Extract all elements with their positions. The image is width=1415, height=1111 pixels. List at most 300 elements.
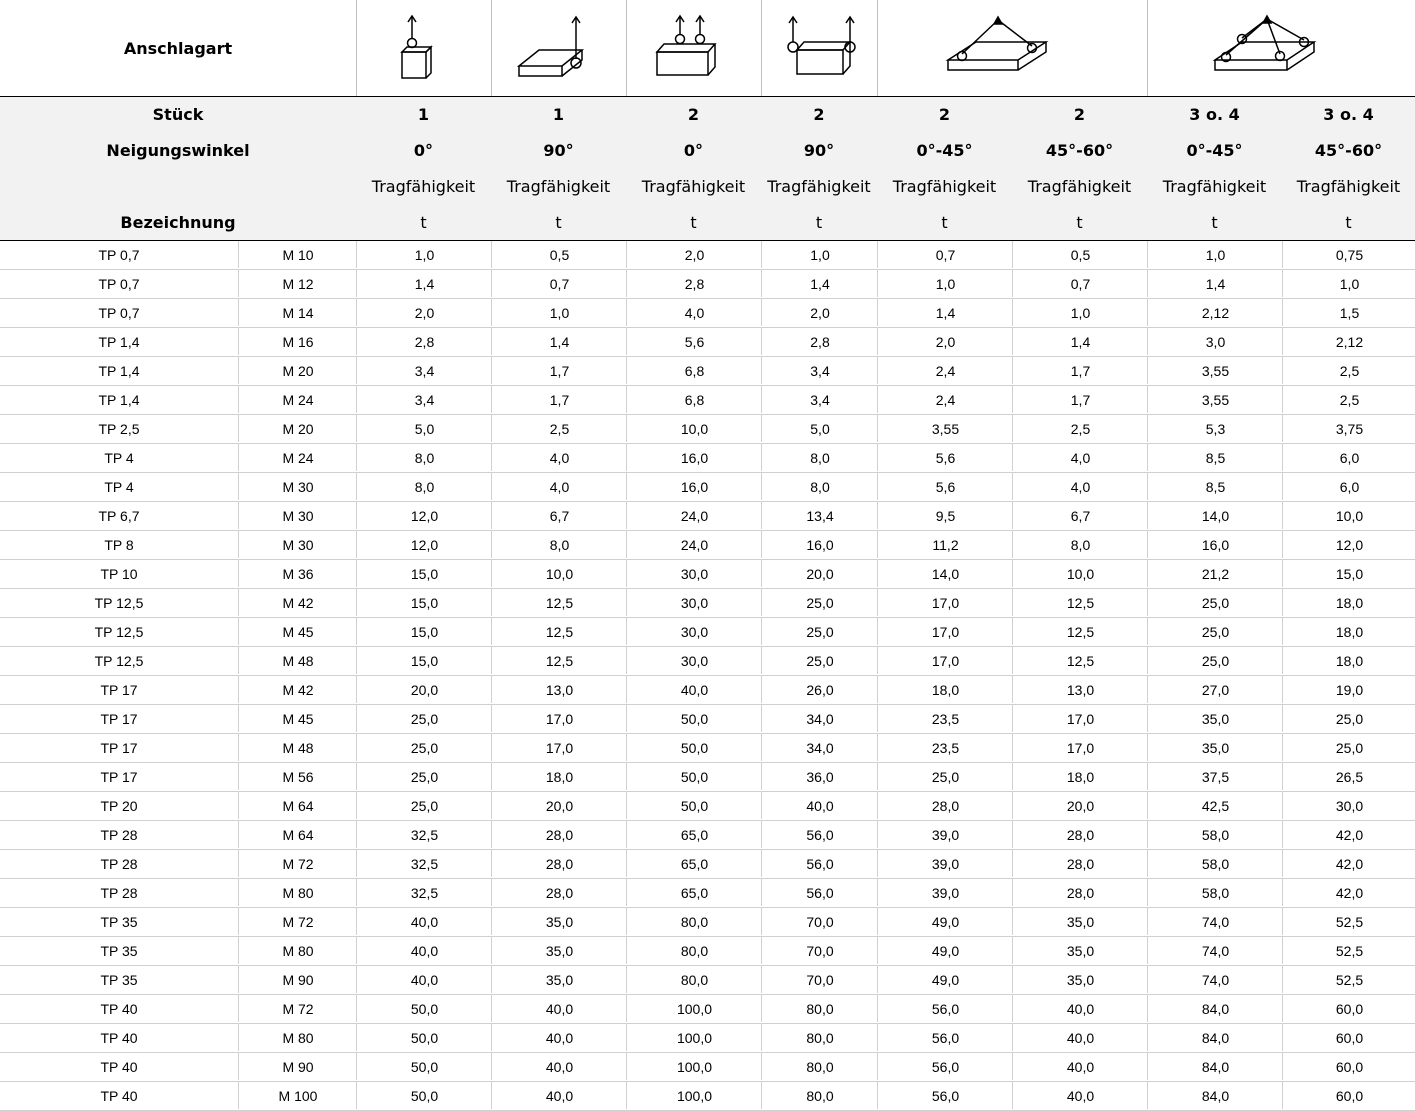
table-row — [0, 966, 1415, 995]
thread-cell: M 72 — [238, 850, 357, 877]
capacity-cell: 28,0 — [1012, 850, 1148, 877]
capacity-cell: 3,4 — [356, 386, 492, 413]
capacity-cell: 40,0 — [491, 1082, 627, 1109]
capacity-cell: 84,0 — [1147, 1053, 1283, 1080]
capacity-cell: 50,0 — [626, 792, 762, 819]
capacity-cell: 24,0 — [626, 531, 762, 558]
capacity-cell: 39,0 — [877, 850, 1013, 877]
capacity-cell: 52,5 — [1282, 937, 1415, 964]
capacity-cell: 84,0 — [1147, 1082, 1283, 1109]
capacity-cell: 12,5 — [1012, 618, 1148, 645]
bezeichnung-cell: TP 6,7 — [98, 508, 140, 524]
stueck-values-8: 3 o. 4 — [1323, 105, 1374, 124]
capacity-cell: 20,0 — [761, 560, 878, 587]
icon-cell-1 — [356, 0, 492, 96]
capacity-cell: 65,0 — [626, 879, 762, 906]
capacity-cell: 2,0 — [626, 241, 762, 268]
capacity-cell: 5,0 — [761, 415, 878, 442]
capacity-cell: 35,0 — [491, 966, 627, 993]
capacity-cell: 40,0 — [491, 1024, 627, 1051]
capacity-cell: 15,0 — [1282, 560, 1415, 587]
icon-cell-5 — [877, 0, 1148, 96]
capacity-cell: 2,12 — [1282, 328, 1415, 355]
bezeichnung-cell: TP 8 — [104, 537, 134, 553]
bezeichnung-cell: TP 40 — [100, 1059, 138, 1075]
bezeichnung-cell: TP 35 — [100, 914, 138, 930]
capacity-cell: 8,5 — [1147, 473, 1283, 500]
unit-labels-3: t — [690, 213, 697, 232]
capacity-cell: 6,0 — [1282, 444, 1415, 471]
capacity-cell: 13,0 — [1012, 676, 1148, 703]
capacity-cell: 39,0 — [877, 821, 1013, 848]
capacity-cell: 28,0 — [491, 879, 627, 906]
capacity-cell: 4,0 — [491, 444, 627, 471]
table-row — [0, 473, 1415, 502]
capacity-cell: 80,0 — [761, 1082, 878, 1109]
capacity-cell: 8,5 — [1147, 444, 1283, 471]
bezeichnung-cell: TP 35 — [100, 943, 138, 959]
capacity-cell: 56,0 — [877, 995, 1013, 1022]
capacity-cell: 30,0 — [626, 589, 762, 616]
capacity-cell: 6,7 — [491, 502, 627, 529]
bezeichnung-cell: TP 40 — [100, 1030, 138, 1046]
capacity-cell: 65,0 — [626, 821, 762, 848]
table-row — [0, 792, 1415, 821]
capacity-cell: 3,55 — [877, 415, 1013, 442]
capacity-labels-6: Tragfähigkeit — [1027, 177, 1132, 196]
capacity-cell: 1,4 — [491, 328, 627, 355]
capacity-cell: 25,0 — [761, 589, 878, 616]
bezeichnung-cell: TP 28 — [100, 827, 138, 843]
capacity-cell: 58,0 — [1147, 821, 1283, 848]
capacity-cell: 23,5 — [877, 705, 1013, 732]
capacity-cell: 1,7 — [491, 357, 627, 384]
capacity-cell: 56,0 — [877, 1024, 1013, 1051]
capacity-cell: 18,0 — [877, 676, 1013, 703]
single-vertical-lift-icon — [397, 14, 437, 80]
bezeichnung-cell: TP 20 — [100, 798, 138, 814]
capacity-cell: 56,0 — [761, 821, 878, 848]
parameter-header — [0, 97, 1415, 241]
thread-cell: M 24 — [238, 386, 357, 413]
thread-cell: M 20 — [238, 415, 357, 442]
capacity-cell: 40,0 — [1012, 1024, 1148, 1051]
capacity-cell: 74,0 — [1147, 937, 1283, 964]
thread-cell: M 64 — [238, 792, 357, 819]
unit-labels-7: t — [1211, 213, 1218, 232]
capacity-cell: 12,5 — [1012, 589, 1148, 616]
capacity-cell: 17,0 — [1012, 705, 1148, 732]
capacity-cell: 80,0 — [626, 937, 762, 964]
bezeichnung-cell: TP 17 — [100, 740, 138, 756]
four-leg-sling-icon — [1212, 14, 1320, 76]
capacity-cell: 23,5 — [877, 734, 1013, 761]
capacity-cell: 20,0 — [356, 676, 492, 703]
table-row — [0, 241, 1415, 270]
capacity-cell: 10,0 — [1282, 502, 1415, 529]
capacity-cell: 80,0 — [626, 966, 762, 993]
capacity-labels-1: Tragfähigkeit — [371, 177, 476, 196]
single-side-lift-icon — [516, 14, 590, 80]
capacity-cell: 56,0 — [877, 1053, 1013, 1080]
capacity-cell: 3,0 — [1147, 328, 1283, 355]
unit-labels-5: t — [941, 213, 948, 232]
bezeichnung-cell: TP 10 — [100, 566, 138, 582]
capacity-cell: 52,5 — [1282, 908, 1415, 935]
capacity-cell: 50,0 — [626, 763, 762, 790]
table-row — [0, 850, 1415, 879]
capacity-cell: 8,0 — [356, 444, 492, 471]
capacity-cell: 8,0 — [761, 473, 878, 500]
capacity-cell: 34,0 — [761, 705, 878, 732]
capacity-cell: 74,0 — [1147, 966, 1283, 993]
capacity-cell: 100,0 — [626, 1082, 762, 1109]
capacity-cell: 2,0 — [356, 299, 492, 326]
capacity-cell: 35,0 — [491, 908, 627, 935]
capacity-cell: 2,5 — [1282, 386, 1415, 413]
thread-cell: M 72 — [238, 995, 357, 1022]
thread-cell: M 90 — [238, 1053, 357, 1080]
capacity-cell: 17,0 — [491, 705, 627, 732]
stueck-values-3: 2 — [687, 105, 700, 124]
capacity-labels-8: Tragfähigkeit — [1296, 177, 1401, 196]
stueck-values-7: 3 o. 4 — [1189, 105, 1240, 124]
capacity-cell: 49,0 — [877, 908, 1013, 935]
capacity-cell: 49,0 — [877, 966, 1013, 993]
bezeichnung-cell: TP 0,7 — [98, 276, 140, 292]
capacity-cell: 17,0 — [877, 647, 1013, 674]
capacity-cell: 12,5 — [491, 589, 627, 616]
table-row — [0, 444, 1415, 473]
thread-cell: M 30 — [238, 473, 357, 500]
capacity-cell: 1,0 — [877, 270, 1013, 297]
capacity-labels-3: Tragfähigkeit — [641, 177, 746, 196]
capacity-cell: 1,7 — [1012, 386, 1148, 413]
capacity-cell: 60,0 — [1282, 1053, 1415, 1080]
capacity-cell: 28,0 — [1012, 821, 1148, 848]
bezeichnung-cell: TP 4 — [104, 479, 134, 495]
unit-labels-6: t — [1076, 213, 1083, 232]
bezeichnung-cell: TP 4 — [104, 450, 134, 466]
capacity-cell: 56,0 — [761, 879, 878, 906]
thread-cell: M 16 — [238, 328, 357, 355]
table-row — [0, 415, 1415, 444]
capacity-cell: 26,5 — [1282, 763, 1415, 790]
bezeichnung-cell: TP 28 — [100, 885, 138, 901]
table-row — [0, 937, 1415, 966]
table-row — [0, 357, 1415, 386]
capacity-cell: 84,0 — [1147, 1024, 1283, 1051]
table-row — [0, 1053, 1415, 1082]
capacity-cell: 5,6 — [877, 444, 1013, 471]
capacity-cell: 0,7 — [491, 270, 627, 297]
capacity-cell: 35,0 — [1012, 937, 1148, 964]
icon-cell-2 — [491, 0, 627, 96]
capacity-cell: 80,0 — [761, 1024, 878, 1051]
icon-cell-3 — [626, 0, 762, 96]
winkel-values-7: 0°-45° — [1186, 141, 1243, 160]
capacity-cell: 65,0 — [626, 850, 762, 877]
capacity-cell: 50,0 — [356, 1024, 492, 1051]
unit-labels-4: t — [815, 213, 823, 232]
capacity-cell: 40,0 — [761, 792, 878, 819]
capacity-cell: 42,0 — [1282, 821, 1415, 848]
bezeichnung-cell: TP 1,4 — [98, 392, 140, 408]
capacity-cell: 15,0 — [356, 560, 492, 587]
bezeichnung-cell: TP 17 — [100, 769, 138, 785]
capacity-cell: 1,0 — [761, 241, 878, 268]
capacity-cell: 28,0 — [877, 792, 1013, 819]
capacity-cell: 18,0 — [1282, 618, 1415, 645]
capacity-cell: 42,0 — [1282, 850, 1415, 877]
capacity-cell: 42,5 — [1147, 792, 1283, 819]
capacity-cell: 17,0 — [877, 589, 1013, 616]
winkel-values-4: 90° — [803, 141, 835, 160]
stueck-row — [0, 97, 1415, 133]
capacity-cell: 5,0 — [356, 415, 492, 442]
double-spread-lift-icon — [780, 14, 860, 80]
capacity-cell: 0,5 — [1012, 241, 1148, 268]
capacity-cell: 1,4 — [761, 270, 878, 297]
capacity-cell: 35,0 — [1147, 734, 1283, 761]
bezeichnung-cell: TP 40 — [100, 1001, 138, 1017]
capacity-cell: 50,0 — [356, 1082, 492, 1109]
table-row — [0, 734, 1415, 763]
capacity-cell: 40,0 — [1012, 995, 1148, 1022]
neigungswinkel-label: Neigungswinkel — [106, 141, 250, 160]
capacity-cell: 1,4 — [1012, 328, 1148, 355]
capacity-cell: 80,0 — [761, 995, 878, 1022]
capacity-cell: 19,0 — [1282, 676, 1415, 703]
capacity-cell: 1,0 — [1282, 270, 1415, 297]
capacity-cell: 28,0 — [491, 821, 627, 848]
capacity-cell: 8,0 — [491, 531, 627, 558]
capacity-cell: 0,7 — [1012, 270, 1148, 297]
capacity-cell: 17,0 — [491, 734, 627, 761]
capacity-cell: 4,0 — [491, 473, 627, 500]
capacity-cell: 3,55 — [1147, 386, 1283, 413]
capacity-cell: 30,0 — [626, 560, 762, 587]
capacity-cell: 56,0 — [877, 1082, 1013, 1109]
capacity-cell: 1,7 — [1012, 357, 1148, 384]
capacity-cell: 18,0 — [1282, 589, 1415, 616]
capacity-cell: 1,7 — [491, 386, 627, 413]
capacity-cell: 8,0 — [356, 473, 492, 500]
capacity-labels-2: Tragfähigkeit — [506, 177, 611, 196]
winkel-values-5: 0°-45° — [916, 141, 973, 160]
thread-cell: M 45 — [238, 705, 357, 732]
data-table-body — [0, 241, 1415, 1111]
thread-cell: M 48 — [238, 647, 357, 674]
capacity-cell: 3,4 — [356, 357, 492, 384]
capacity-cell: 35,0 — [1012, 966, 1148, 993]
anschlagart-row — [0, 0, 1415, 97]
capacity-cell: 27,0 — [1147, 676, 1283, 703]
capacity-cell: 37,5 — [1147, 763, 1283, 790]
bezeichnung-cell: TP 35 — [100, 972, 138, 988]
table-row — [0, 531, 1415, 560]
anschlagart-label: Anschlagart — [123, 38, 233, 58]
capacity-cell: 2,12 — [1147, 299, 1283, 326]
capacity-cell: 2,5 — [491, 415, 627, 442]
capacity-cell: 50,0 — [626, 705, 762, 732]
table-row — [0, 560, 1415, 589]
capacity-cell: 1,0 — [491, 299, 627, 326]
stueck-values-4: 2 — [813, 105, 825, 124]
capacity-cell: 26,0 — [761, 676, 878, 703]
bezeichnung-cell: TP 0,7 — [98, 247, 140, 263]
icon-cell-4 — [761, 0, 878, 96]
capacity-cell: 4,0 — [626, 299, 762, 326]
table-row — [0, 763, 1415, 792]
capacity-cell: 15,0 — [356, 618, 492, 645]
capacity-cell: 32,5 — [356, 879, 492, 906]
capacity-cell: 16,0 — [626, 444, 762, 471]
stueck-values-5: 2 — [938, 105, 951, 124]
capacity-cell: 18,0 — [1282, 647, 1415, 674]
capacity-cell: 0,5 — [491, 241, 627, 268]
stueck-values-6: 2 — [1073, 105, 1086, 124]
capacity-cell: 10,0 — [491, 560, 627, 587]
capacity-cell: 2,8 — [761, 328, 878, 355]
bezeichnung-cell: TP 17 — [100, 682, 138, 698]
table-row — [0, 1082, 1415, 1111]
capacity-cell: 4,0 — [1012, 444, 1148, 471]
capacity-cell: 2,4 — [877, 386, 1013, 413]
table-row — [0, 386, 1415, 415]
capacity-cell: 3,55 — [1147, 357, 1283, 384]
two-leg-sling-icon — [942, 14, 1054, 76]
table-row — [0, 589, 1415, 618]
capacity-cell: 36,0 — [761, 763, 878, 790]
capacity-cell: 6,0 — [1282, 473, 1415, 500]
capacity-cell: 40,0 — [356, 966, 492, 993]
table-row — [0, 299, 1415, 328]
capacity-cell: 25,0 — [1282, 705, 1415, 732]
capacity-cell: 58,0 — [1147, 850, 1283, 877]
capacity-cell: 34,0 — [761, 734, 878, 761]
table-row — [0, 647, 1415, 676]
table-row — [0, 270, 1415, 299]
capacity-cell: 80,0 — [761, 1053, 878, 1080]
capacity-cell: 5,3 — [1147, 415, 1283, 442]
table-row — [0, 502, 1415, 531]
capacity-cell: 50,0 — [356, 1053, 492, 1080]
capacity-cell: 52,5 — [1282, 966, 1415, 993]
capacity-cell: 100,0 — [626, 995, 762, 1022]
capacity-cell: 40,0 — [491, 995, 627, 1022]
capacity-cell: 4,0 — [1012, 473, 1148, 500]
capacity-cell: 42,0 — [1282, 879, 1415, 906]
capacity-cell: 18,0 — [491, 763, 627, 790]
capacity-cell: 6,8 — [626, 386, 762, 413]
capacity-cell: 70,0 — [761, 966, 878, 993]
capacity-cell: 12,0 — [356, 502, 492, 529]
capacity-cell: 1,4 — [1147, 270, 1283, 297]
capacity-cell: 0,7 — [877, 241, 1013, 268]
unit-labels-1: t — [420, 213, 427, 232]
capacity-cell: 25,0 — [356, 792, 492, 819]
capacity-cell: 100,0 — [626, 1024, 762, 1051]
capacity-cell: 39,0 — [877, 879, 1013, 906]
table-row — [0, 821, 1415, 850]
capacity-cell: 25,0 — [1147, 647, 1283, 674]
capacity-cell: 49,0 — [877, 937, 1013, 964]
capacity-cell: 25,0 — [1282, 734, 1415, 761]
stueck-values-2: 1 — [552, 105, 565, 124]
capacity-cell: 1,0 — [1012, 299, 1148, 326]
winkel-values-6: 45°-60° — [1045, 141, 1114, 160]
icon-cell-6 — [1147, 0, 1415, 96]
capacity-cell: 13,0 — [491, 676, 627, 703]
thread-cell: M 80 — [238, 1024, 357, 1051]
capacity-cell: 40,0 — [356, 937, 492, 964]
capacity-labels-5: Tragfähigkeit — [892, 177, 997, 196]
capacity-cell: 12,5 — [1012, 647, 1148, 674]
capacity-cell: 28,0 — [1012, 879, 1148, 906]
capacity-cell: 25,0 — [1147, 589, 1283, 616]
table-row — [0, 908, 1415, 937]
capacity-cell: 17,0 — [877, 618, 1013, 645]
capacity-cell: 50,0 — [356, 995, 492, 1022]
capacity-cell: 25,0 — [356, 705, 492, 732]
capacity-cell: 6,7 — [1012, 502, 1148, 529]
capacity-cell: 80,0 — [626, 908, 762, 935]
thread-cell: M 48 — [238, 734, 357, 761]
thread-cell: M 20 — [238, 357, 357, 384]
capacity-cell: 15,0 — [356, 647, 492, 674]
capacity-cell: 14,0 — [1147, 502, 1283, 529]
bezeichnung-row — [0, 205, 1415, 241]
thread-cell: M 30 — [238, 502, 357, 529]
capacity-cell: 1,0 — [356, 241, 492, 268]
winkel-values-3: 0° — [683, 141, 704, 160]
bezeichnung-cell: TP 1,4 — [98, 363, 140, 379]
capacity-cell: 20,0 — [1012, 792, 1148, 819]
bezeichnung-cell: TP 2,5 — [98, 421, 140, 437]
bezeichnung-cell: TP 12,5 — [94, 624, 144, 640]
capacity-cell: 60,0 — [1282, 1082, 1415, 1109]
winkel-values-1: 0° — [413, 141, 434, 160]
capacity-cell: 5,6 — [626, 328, 762, 355]
capacity-cell: 84,0 — [1147, 995, 1283, 1022]
table-row — [0, 618, 1415, 647]
bezeichnung-label: Bezeichnung — [120, 213, 236, 232]
capacity-cell: 24,0 — [626, 502, 762, 529]
capacity-cell: 8,0 — [761, 444, 878, 471]
capacity-cell: 58,0 — [1147, 879, 1283, 906]
winkel-values-8: 45°-60° — [1314, 141, 1383, 160]
capacity-cell: 3,4 — [761, 357, 878, 384]
bezeichnung-cell: TP 40 — [100, 1088, 138, 1104]
capacity-cell: 17,0 — [1012, 734, 1148, 761]
capacity-cell: 14,0 — [877, 560, 1013, 587]
capacity-cell: 32,5 — [356, 821, 492, 848]
capacity-cell: 50,0 — [626, 734, 762, 761]
capacity-cell: 2,8 — [356, 328, 492, 355]
thread-cell: M 45 — [238, 618, 357, 645]
thread-cell: M 100 — [238, 1082, 357, 1109]
capacity-cell: 12,5 — [491, 647, 627, 674]
capacity-cell: 2,5 — [1282, 357, 1415, 384]
capacity-cell: 40,0 — [1012, 1082, 1148, 1109]
capacity-cell: 2,5 — [1012, 415, 1148, 442]
capacity-cell: 10,0 — [626, 415, 762, 442]
double-vertical-lift-icon — [653, 14, 723, 80]
thread-cell: M 80 — [238, 937, 357, 964]
capacity-cell: 30,0 — [1282, 792, 1415, 819]
capacity-cell: 25,0 — [356, 734, 492, 761]
